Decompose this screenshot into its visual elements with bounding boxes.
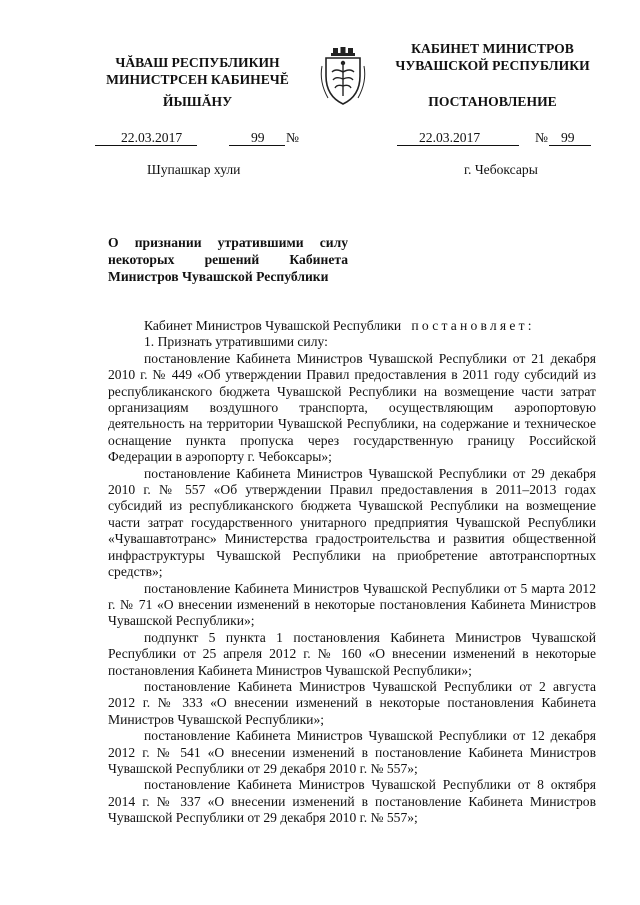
issuer-russian	[380, 40, 605, 74]
document-body	[108, 318, 596, 827]
number-right: 99	[561, 130, 575, 145]
number-left: 99	[251, 130, 265, 145]
number-sign-right: №	[535, 130, 548, 145]
intro-verb: постановляет:	[411, 318, 535, 333]
item-1: 1. Признать утратившими силу:	[144, 334, 328, 350]
issuer-chuvash	[95, 54, 300, 88]
issuer-chuvash-line2: МИНИСТРСЕН КАБИНЕЧĔ	[106, 72, 289, 87]
list-paragraph: постановление Кабинета Министров Чувашской Республики от 5 марта 2012 г. № 71 «О внесении изменений в некоторые постановления Кабинета Министров Чувашской Республики»;	[108, 580, 596, 629]
document-title: О признании утратившими силу некоторых решений Кабинета Министров Чувашской Республики	[108, 235, 348, 284]
date-left: 22.03.2017	[121, 130, 183, 145]
date-number-row-left	[95, 130, 305, 148]
doc-type-chuvash: ЙЫШĂНУ	[162, 94, 233, 109]
list-paragraph: постановление Кабинета Министров Чувашской Республики от 2 августа 2012 г. № 333 «О внесении изменений в некоторые постановления Кабинета Министров Чувашской Республики»;	[108, 678, 596, 727]
list-paragraph: постановление Кабинета Министров Чувашской Республики от 21 декабря 2010 г. № 449 «Об утверждении Правил предоставления в 2011 году субсидий из республиканского бюджета Чувашской Республики на возмещение части затрат организациям воздушного транспорта, осуществляющим аэропортовую деятельность на территории Чувашской Республики, на содержание и техническое оснащение пункта пропуска через государственную границу Российской Федерации в аэропорту г. Чебоксары»;	[108, 350, 596, 465]
number-sign-left: №	[286, 130, 299, 145]
place-right: г. Чебоксары	[464, 162, 538, 177]
intro-paragraph	[108, 318, 596, 334]
list-paragraph: постановление Кабинета Министров Чувашской Республики от 12 декабря 2012 г. № 541 «О внесении изменений в постановление Кабинета Министров Чувашской Республики от 29 декабря 2010 г. № 557»;	[108, 728, 596, 776]
intro-prefix: Кабинет Министров Чувашской Республики	[144, 318, 402, 333]
issuer-chuvash-line1: ЧĂВАШ РЕСПУБЛИКИН	[115, 55, 280, 70]
list-paragraph: подпункт 5 пункта 1 постановления Кабинета Министров Чувашской Республики от 25 апреля 2012 г. № 160 «О внесении изменений в некоторые постановления Кабинета Министров Чувашской Республики»;	[108, 629, 596, 678]
list-paragraph: постановление Кабинета Министров Чувашской Республики от 8 октября 2014 г. № 337 «О внесении изменений в постановление Кабинета Министров Чувашской Республики от 29 декабря 2010 г. № 557»;	[108, 777, 596, 826]
date-number-row-right	[397, 130, 607, 148]
issuer-russian-line1: КАБИНЕТ МИНИСТРОВ	[411, 41, 574, 56]
place-left: Шупашкар хули	[147, 162, 241, 177]
date-right: 22.03.2017	[419, 130, 481, 145]
issuer-russian-line2: ЧУВАШСКОЙ РЕСПУБЛИКИ	[395, 58, 590, 73]
chuvash-coat-of-arms-icon	[318, 46, 368, 108]
list-paragraph: постановление Кабинета Министров Чувашской Республики от 29 декабря 2010 г. № 557 «Об утверждении Правил предоставления в 2011–2013 годах субсидий из республиканского бюджета Чувашской Республики на возмещение части затрат государственного унитарного предприятия Чувашской Республики «Чувашавтотранс» Министерства градостроительства и развития общественной инфраструктуры Чувашской Республики на приобретение автотранспортных средств»;	[108, 465, 596, 580]
doc-type-russian: ПОСТАНОВЛЕНИЕ	[428, 94, 557, 109]
